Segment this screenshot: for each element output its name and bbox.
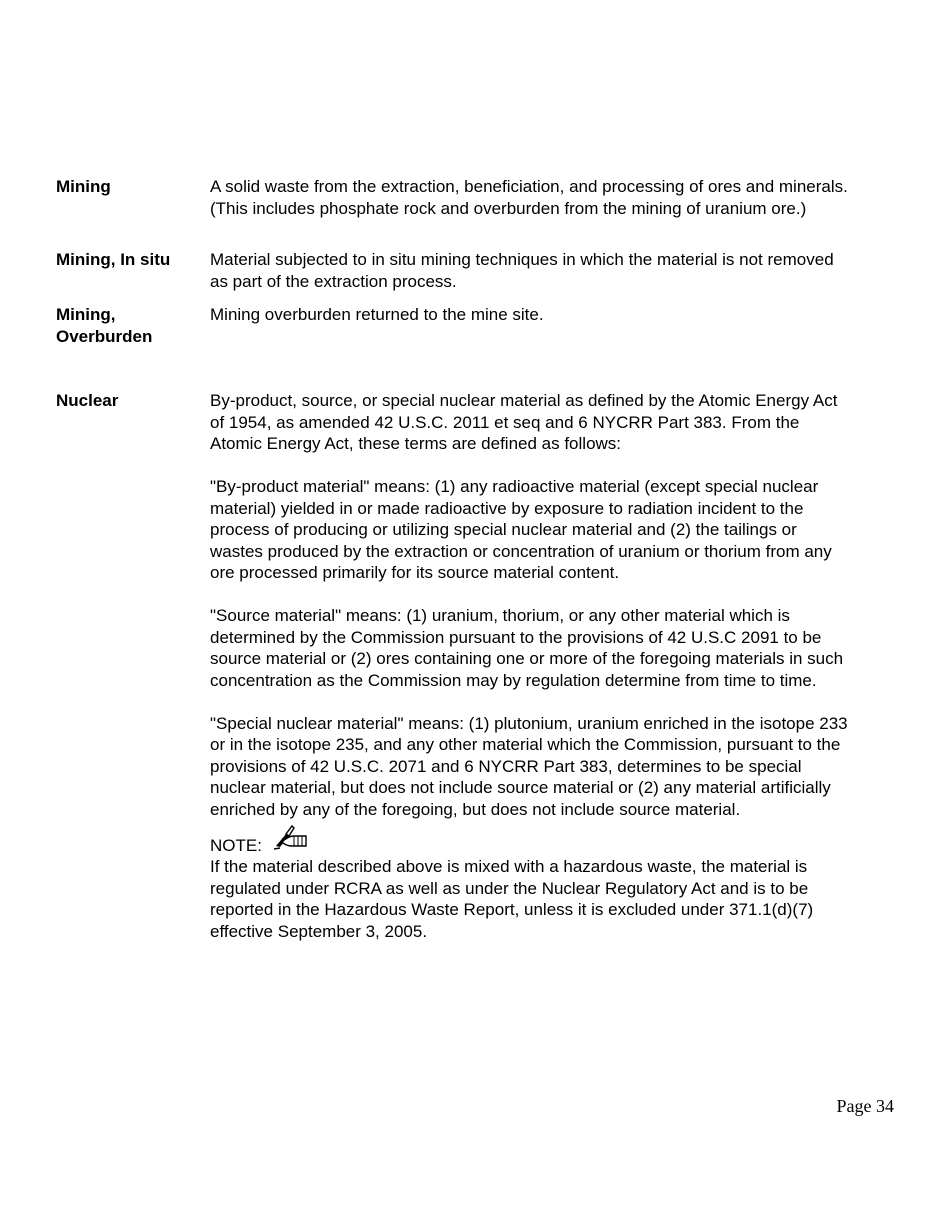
definition-text: A solid waste from the extraction, beneficiation, and processing of ores and minerals. (This includes phosphate rock and overburden from the mining of uranium ore.) — [210, 177, 848, 218]
definition-mining — [210, 176, 850, 219]
writing-hand-icon — [272, 822, 312, 852]
page-number: Page 34 — [836, 1096, 894, 1116]
term-nuclear: Nuclear — [56, 391, 119, 410]
definition-mining-overburden — [210, 304, 850, 326]
byproduct-material-definition: "By-product material" means: (1) any radioactive material (except special nuclear material) yielded in or made radioactive by exposure to radiation incident to the process of producing or utilizing special nuclear material and (2) the tailings or wastes produced by the extraction or concentration of uranium or thorium from any ore processed primarily for its source material content. — [210, 477, 832, 582]
definition-text: Material subjected to in situ mining techniques in which the material is not removed as part of the extraction process. — [210, 250, 834, 291]
note-label: NOTE: — [210, 835, 262, 855]
note-line — [210, 826, 850, 856]
term-mining-overburden: Mining, Overburden — [56, 305, 153, 346]
note-text: If the material described above is mixed with a hazardous waste, the material is regulated under RCRA as well as under the Nuclear Regulatory Act and is to be reported in the Hazardous Waste Report, unless it is excluded under 371.1(d)(7) effective September 3, 2005. — [210, 857, 814, 941]
term-mining: Mining — [56, 177, 111, 196]
term-mining-in-situ: Mining, In situ — [56, 250, 171, 269]
source-material-definition: "Source material" means: (1) uranium, thorium, or any other material which is determined by the Commission pursuant to the provisions of 42 U.S.C 2091 to be source material or (2) ores containing one or more of the foregoing materials in such concentration as the Commission may by regulation determine from time to time. — [210, 606, 844, 690]
definition-text: Mining overburden returned to the mine site. — [210, 305, 544, 324]
special-nuclear-material-definition: "Special nuclear material" means: (1) plutonium, uranium enriched in the isotope 233 or in the isotope 235, and any other material which the Commission, pursuant to the provisions of 42 U.S.C. 2071 and 6 NYCRR Part 383, determines to be special nuclear material, but does not include source material or (2) any material artificially enriched by any of the foregoing, but does not include source material. — [210, 713, 848, 819]
definition-nuclear — [210, 390, 850, 942]
definition-mining-in-situ — [210, 249, 850, 292]
nuclear-intro: By-product, source, or special nuclear material as defined by the Atomic Energy Act of 1954, as amended 42 U.S.C. 2011 et seq and 6 NYCRR Part 383. From the Atomic Energy Act, these terms are defined as follows: — [210, 391, 838, 453]
